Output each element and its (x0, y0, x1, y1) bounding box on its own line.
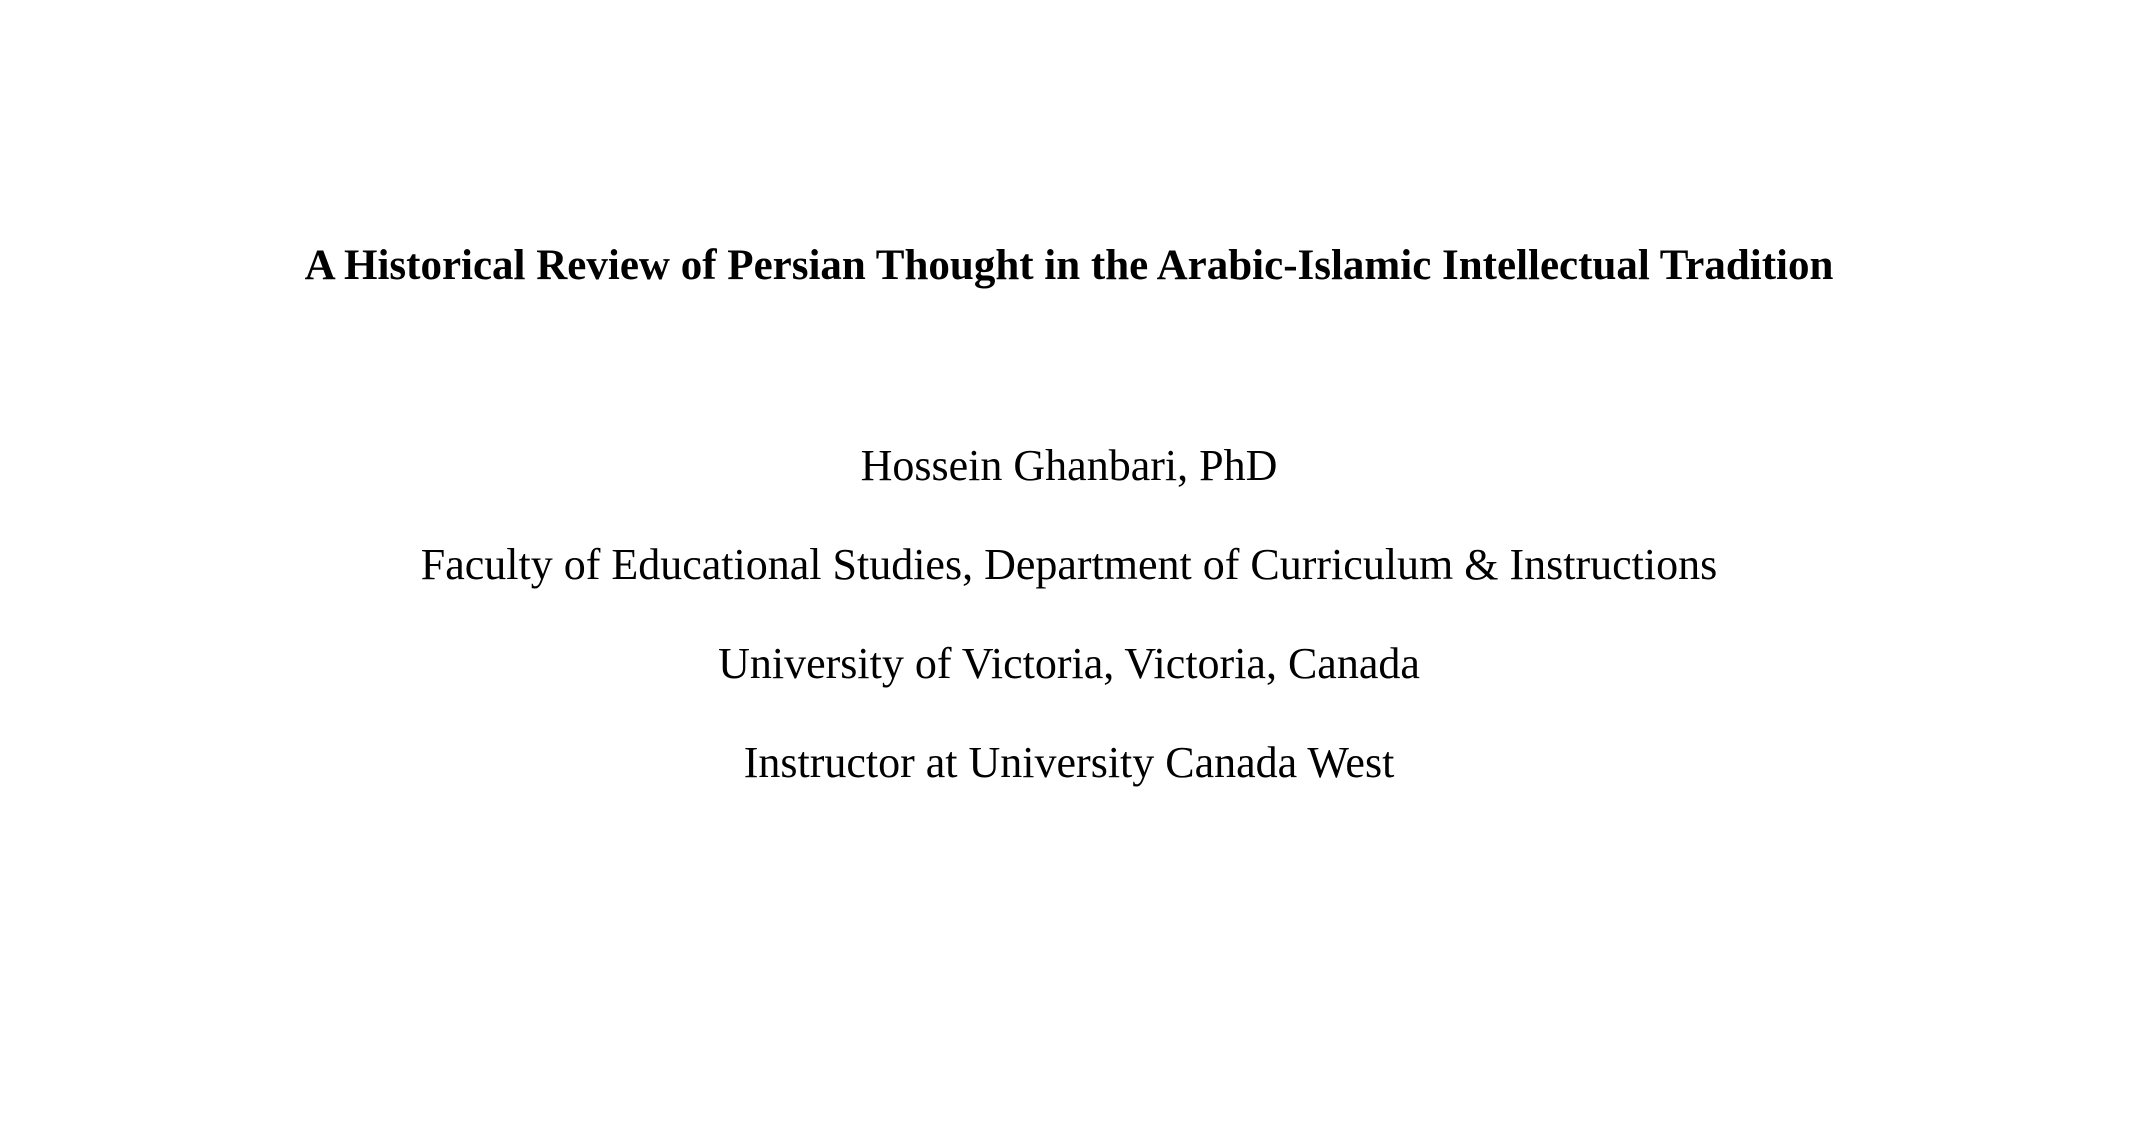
author-position: Instructor at University Canada West (743, 738, 1395, 787)
author-faculty: Faculty of Educational Studies, Department of Curriculum & Instructions (420, 540, 1718, 589)
author-name: Hossein Ghanbari, PhD (860, 441, 1278, 490)
author-university: University of Victoria, Victoria, Canada (718, 639, 1420, 688)
paper-title: A Historical Review of Persian Thought in the Arabic-Islamic Intellectual Tradition (304, 242, 1834, 289)
